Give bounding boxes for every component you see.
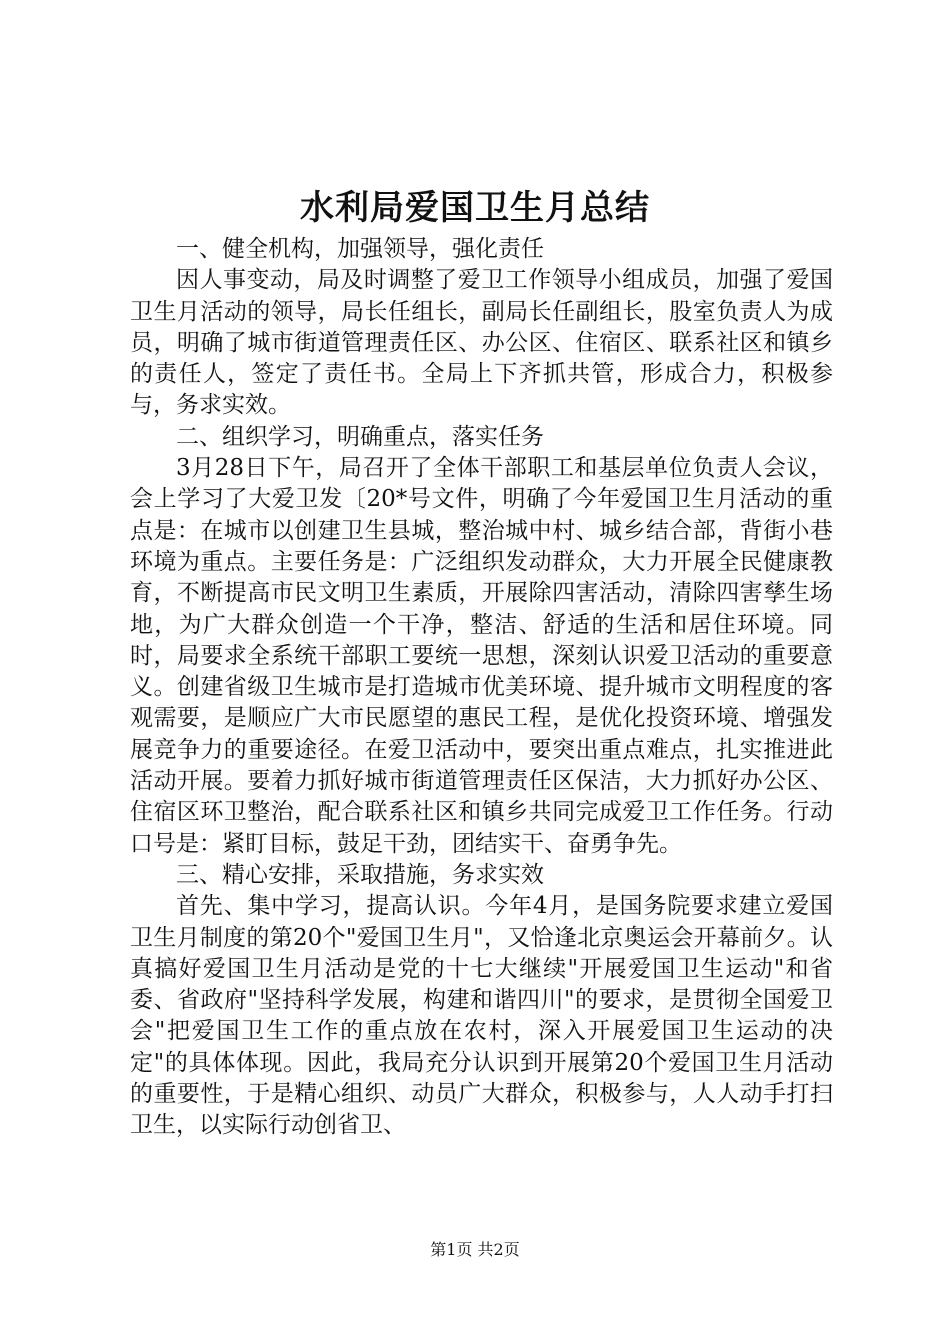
section-heading-2: 二、组织学习，明确重点，落实任务 <box>176 423 544 450</box>
body-paragraph-1: 因人事变动，局及时调整了爱卫工作领导小组成员，加强了爱国卫生月活动的领导，局长任组长，副局长任副组长，股室负责人为成员，明确了城市街道管理责任区、办公区、住宿区、联系社区和镇乡的责任人，签定了责任书。全局上下齐抓共管，形成合力，积极参与，务求实效。 <box>130 267 833 419</box>
page-footer: 第1页 共2页 <box>430 1240 520 1259</box>
body-paragraph-2: 3月28日下午，局召开了全体干部职工和基层单位负责人会议，会上学习了大爱卫发〔20*号文件，明确了今年爱国卫生月活动的重点是：在城市以创建卫生县城，整治城中村、城乡结合部，背街小巷环境为重点。主要任务是：广泛组织发动群众，大力开展全民健康教育，不断提高市民文明卫生素质，开展除四害活动，清除四害孳生场地，为广大群众创造一个干净，整洁、舒适的生活和居住环境。同时，局要求全系统干部职工要统一思想，深刻认识爱卫活动的重要意义。创建省级卫生城市是打造城市优美环境、提升城市文明程度的客观需要，是顺应广大市民愿望的惠民工程，是优化投资环境、增强发展竞争力的重要途径。在爱卫活动中，要突出重点难点，扎实推进此活动开展。要着力抓好城市街道管理责任区保洁，大力抓好办公区、住宿区环卫整治，配合联系社区和镇乡共同完成爱卫工作任务。行动口号是：紧盯目标，鼓足干劲，团结实干、奋勇争先。 <box>130 455 833 857</box>
document-body <box>130 234 833 1142</box>
section-heading-3: 三、精心安排，采取措施，务求实效 <box>176 861 544 888</box>
document-title: 水利局爱国卫生月总结 <box>300 188 650 228</box>
body-paragraph-3: 首先、集中学习，提高认识。今年4月，是国务院要求建立爱国卫生月制度的第20个"爱国卫生月"，又恰逢北京奥运会开幕前夕。认真搞好爱国卫生月活动是党的十七大继续"开展爱国卫生运动"和省委、省政府"坚持科学发展，构建和谐四川"的要求，是贯彻全国爱卫会"把爱国卫生工作的重点放在农村，深入开展爱国卫生运动的决定"的具体体现。因此，我局充分认识到开展第20个爱国卫生月活动的重要性，于是精心组织、动员广大群众，积极参与，人人动手打扫卫生，以实际行动创省卫、 <box>130 893 833 1139</box>
section-heading-1: 一、健全机构，加强领导，强化责任 <box>176 236 544 262</box>
